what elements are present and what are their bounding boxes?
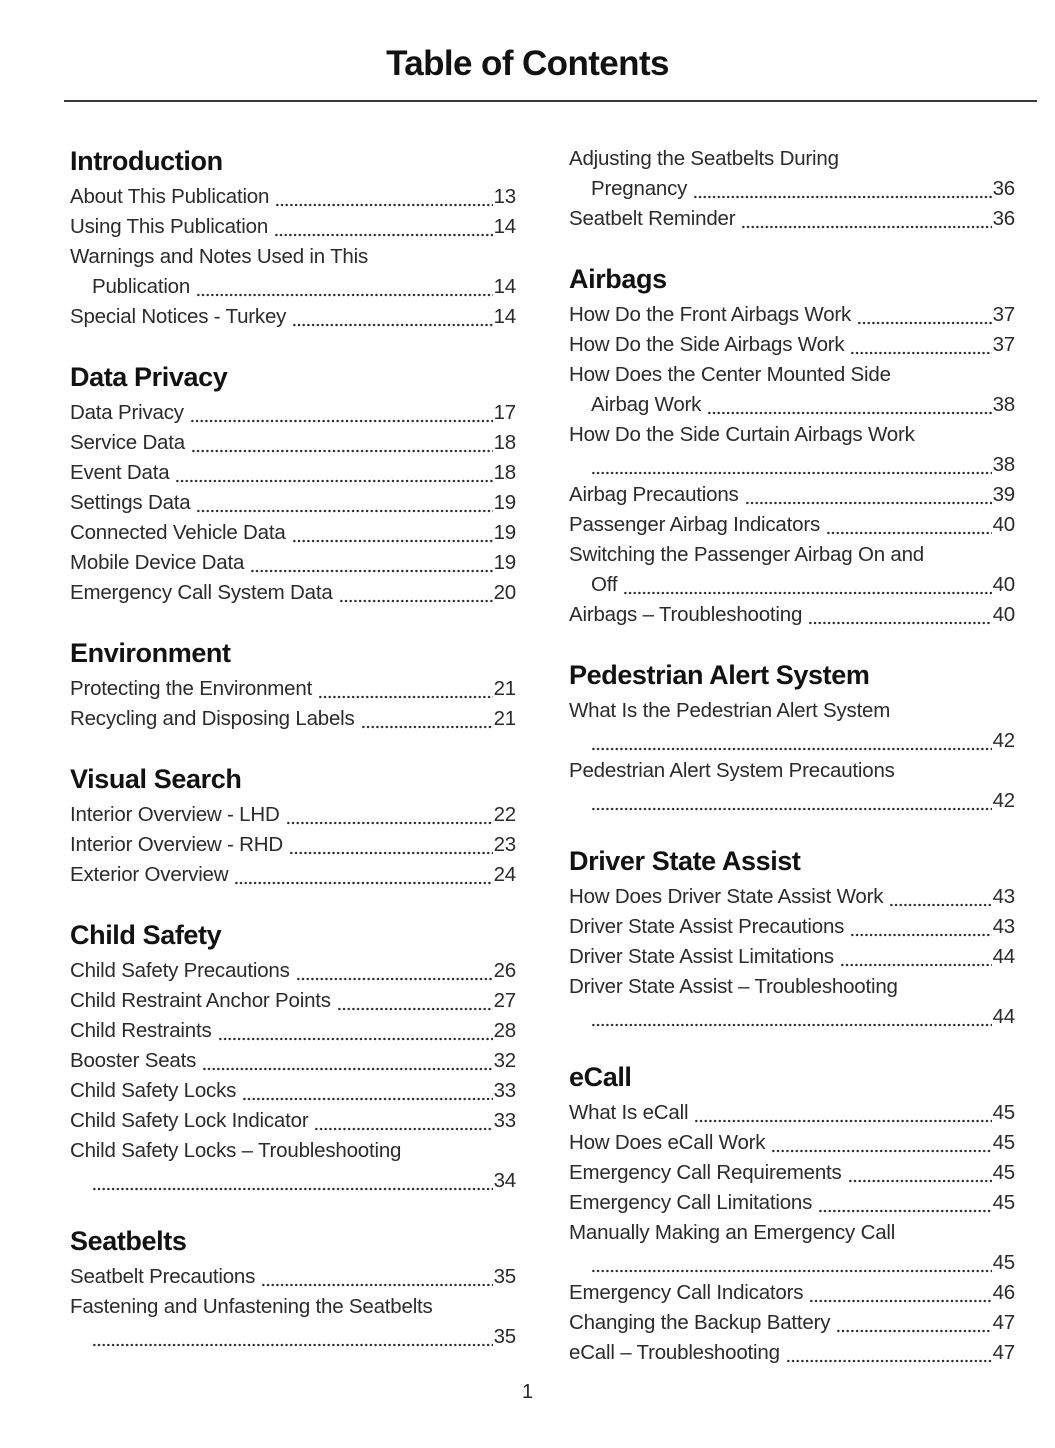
entry-page-number: 19 (493, 551, 516, 574)
dot-leader (274, 212, 493, 242)
section-heading: Child Safety (70, 920, 222, 950)
entry-title: Switching the Passenger Airbag On and (569, 543, 924, 566)
dot-leader (242, 1076, 492, 1106)
section-heading: Pedestrian Alert System (569, 660, 870, 690)
entry-page-number: 38 (992, 393, 1015, 416)
entry-page-number: 37 (992, 333, 1015, 356)
toc-section (70, 762, 516, 890)
toc-entry (569, 1128, 1015, 1158)
section-heading: Driver State Assist (569, 846, 801, 876)
entry-page-number: 27 (493, 989, 516, 1012)
toc-entry (569, 480, 1015, 510)
entry-page-number: 23 (493, 833, 516, 856)
toc-entry (569, 696, 1015, 756)
entry-page-number: 20 (493, 581, 516, 604)
dot-leader (191, 428, 493, 458)
entry-page-number: 17 (493, 401, 516, 424)
entry-title: Seatbelt Precautions (70, 1265, 256, 1288)
toc-entry (569, 942, 1015, 972)
toc-entry (70, 1262, 516, 1292)
toc-entry (569, 1158, 1015, 1188)
dot-leader (92, 1166, 493, 1196)
entry-title: About This Publication (70, 185, 270, 208)
entry-title: Protecting the Environment (70, 677, 313, 700)
dot-leader (591, 786, 992, 816)
toc-entry (70, 1106, 516, 1136)
toc-entry (70, 212, 516, 242)
entry-title: Child Safety Precautions (70, 959, 290, 982)
dot-leader (275, 182, 492, 212)
toc-entry (569, 1308, 1015, 1338)
entry-title: Airbag Precautions (569, 483, 739, 506)
toc-section (569, 1060, 1015, 1368)
toc-section (569, 144, 1015, 234)
entry-title: Special Notices - Turkey (70, 305, 287, 328)
dot-leader (808, 600, 991, 630)
entry-title: Driver State Assist Precautions (569, 915, 845, 938)
dot-leader (591, 450, 992, 480)
entry-page-number: 24 (493, 863, 516, 886)
toc-entry (70, 1292, 516, 1352)
entry-title: What Is the Pedestrian Alert System (569, 699, 891, 722)
toc-entry (70, 800, 516, 830)
toc-entry (70, 548, 516, 578)
entry-page-number: 39 (992, 483, 1015, 506)
dot-leader (92, 1322, 493, 1352)
entry-page-number: 43 (992, 915, 1015, 938)
page-number: 1 (521, 1381, 534, 1403)
toc-entry (70, 1136, 516, 1196)
entry-page-number: 44 (992, 945, 1015, 968)
section-heading: Environment (70, 638, 231, 668)
entry-page-number: 21 (493, 677, 516, 700)
toc-entry (70, 674, 516, 704)
entry-page-number: 43 (992, 885, 1015, 908)
entry-page-number: 45 (992, 1251, 1015, 1274)
entry-page-number: 14 (493, 275, 516, 298)
entry-page-number: 35 (493, 1265, 516, 1288)
entry-title: Fastening and Unfastening the Seatbelts (70, 1295, 433, 1318)
entry-title: eCall – Troubleshooting (569, 1341, 780, 1364)
title-divider (64, 100, 1037, 102)
entry-title: What Is eCall (569, 1101, 689, 1124)
dot-leader (286, 800, 493, 830)
dot-leader (591, 726, 992, 756)
toc-entry (569, 600, 1015, 630)
dot-leader (818, 1188, 991, 1218)
entry-page-number: 33 (493, 1109, 516, 1132)
entry-title: Passenger Airbag Indicators (569, 513, 821, 536)
section-heading: eCall (569, 1062, 632, 1092)
section-heading: Airbags (569, 264, 667, 294)
dot-leader (591, 1248, 992, 1278)
entry-title: Event Data (70, 461, 170, 484)
entry-title: Booster Seats (70, 1049, 197, 1072)
dot-leader (250, 548, 492, 578)
entry-page-number: 33 (493, 1079, 516, 1102)
dot-leader (289, 830, 493, 860)
toc-entry (70, 518, 516, 548)
toc-entry (569, 144, 1015, 204)
toc-entry (70, 578, 516, 608)
toc-column-right (569, 144, 1015, 1368)
dot-leader (623, 570, 991, 600)
dot-leader (202, 1046, 492, 1076)
entry-page-number: 45 (992, 1161, 1015, 1184)
dot-leader (694, 1098, 991, 1128)
toc-section (70, 1224, 516, 1352)
toc-entry (70, 242, 516, 302)
entry-title: Using This Publication (70, 215, 269, 238)
entry-title: Interior Overview - LHD (70, 803, 280, 826)
entry-page-number: 45 (992, 1191, 1015, 1214)
toc-section (70, 636, 516, 734)
toc-entry (70, 860, 516, 890)
entry-page-number: 44 (992, 1005, 1015, 1028)
toc-section (569, 844, 1015, 1032)
dot-leader (314, 1106, 492, 1136)
dot-leader (857, 300, 992, 330)
entry-title: Data Privacy (70, 401, 184, 424)
entry-page-number: 37 (992, 303, 1015, 326)
entry-page-number: 22 (493, 803, 516, 826)
entry-page-number: 18 (493, 461, 516, 484)
entry-title: Recycling and Disposing Labels (70, 707, 355, 730)
entry-page-number: 42 (992, 789, 1015, 812)
entry-title: Warnings and Notes Used in This (70, 245, 369, 268)
dot-leader (234, 860, 492, 890)
dot-leader (175, 458, 492, 488)
entry-title: Child Restraints (70, 1019, 212, 1042)
toc-entry (569, 1338, 1015, 1368)
toc-entry (70, 458, 516, 488)
dot-leader (741, 204, 991, 234)
dot-leader (361, 704, 493, 734)
toc-column-left (70, 144, 516, 1368)
dot-leader (850, 330, 991, 360)
dot-leader (196, 488, 492, 518)
toc-section (70, 144, 516, 332)
dot-leader (261, 1262, 492, 1292)
dot-leader (771, 1128, 991, 1158)
entry-page-number: 21 (493, 707, 516, 730)
dot-leader (693, 174, 991, 204)
entry-page-number: 14 (493, 305, 516, 328)
entry-title: Connected Vehicle Data (70, 521, 286, 544)
dot-leader (836, 1308, 991, 1338)
entry-page-number: 45 (992, 1131, 1015, 1154)
toc-entry (569, 204, 1015, 234)
section-heading: Introduction (70, 146, 223, 176)
entry-page-number: 46 (992, 1281, 1015, 1304)
dot-leader (850, 912, 991, 942)
entry-page-number: 35 (493, 1325, 516, 1348)
entry-title: Changing the Backup Battery (569, 1311, 831, 1334)
entry-title: Emergency Call Indicators (569, 1281, 804, 1304)
toc-entry (70, 956, 516, 986)
toc-entry (569, 756, 1015, 816)
toc-section (569, 262, 1015, 630)
toc-section (70, 360, 516, 608)
entry-page-number: 40 (992, 513, 1015, 536)
dot-leader (337, 986, 493, 1016)
entry-page-number: 32 (493, 1049, 516, 1072)
entry-page-number: 40 (992, 603, 1015, 626)
toc-entry (70, 428, 516, 458)
toc-entry (70, 182, 516, 212)
toc-entry (569, 972, 1015, 1032)
page-title: Table of Contents (386, 44, 669, 83)
entry-title-wrap: Publication (92, 275, 191, 298)
entry-title: Child Restraint Anchor Points (70, 989, 331, 1012)
dot-leader (296, 956, 493, 986)
toc-entry (569, 330, 1015, 360)
toc-entry (569, 420, 1015, 480)
dot-leader (292, 302, 492, 332)
dot-leader (786, 1338, 992, 1368)
toc-entry (70, 398, 516, 428)
toc-entry (569, 912, 1015, 942)
entry-title: Airbags – Troubleshooting (569, 603, 803, 626)
toc-entry (569, 510, 1015, 540)
toc-entry (569, 882, 1015, 912)
toc-entry (70, 704, 516, 734)
entry-page-number: 28 (493, 1019, 516, 1042)
dot-leader (218, 1016, 493, 1046)
toc-entry (569, 1098, 1015, 1128)
entry-title-wrap: Pregnancy (591, 177, 688, 200)
dot-leader (889, 882, 991, 912)
dot-leader (809, 1278, 991, 1308)
dot-leader (190, 398, 493, 428)
entry-title: Exterior Overview (70, 863, 229, 886)
dot-leader (848, 1158, 992, 1188)
entry-title: Driver State Assist Limitations (569, 945, 834, 968)
toc-entry (569, 540, 1015, 600)
entry-title: How Do the Side Curtain Airbags Work (569, 423, 915, 446)
entry-page-number: 36 (992, 207, 1015, 230)
entry-title: Child Safety Locks (70, 1079, 237, 1102)
entry-page-number: 18 (493, 431, 516, 454)
dot-leader (196, 272, 493, 302)
section-heading: Visual Search (70, 764, 242, 794)
entry-title: How Does Driver State Assist Work (569, 885, 884, 908)
entry-title: Seatbelt Reminder (569, 207, 736, 230)
toc-section (70, 918, 516, 1196)
entry-title: How Does eCall Work (569, 1131, 766, 1154)
dot-leader (339, 578, 493, 608)
dot-leader (292, 518, 493, 548)
entry-page-number: 45 (992, 1101, 1015, 1124)
dot-leader (826, 510, 992, 540)
toc-entry (70, 302, 516, 332)
entry-title: Child Safety Locks – Troubleshooting (70, 1139, 402, 1162)
toc-entry (569, 1278, 1015, 1308)
toc-entry (569, 1218, 1015, 1278)
entry-page-number: 47 (992, 1341, 1015, 1364)
entry-title: Service Data (70, 431, 185, 454)
entry-title: Child Safety Lock Indicator (70, 1109, 309, 1132)
entry-title: Driver State Assist – Troubleshooting (569, 975, 898, 998)
entry-page-number: 34 (493, 1169, 516, 1192)
entry-page-number: 42 (992, 729, 1015, 752)
dot-leader (707, 390, 991, 420)
toc-entry (70, 1016, 516, 1046)
toc-entry (70, 1076, 516, 1106)
section-heading: Seatbelts (70, 1226, 187, 1256)
entry-page-number: 40 (992, 573, 1015, 596)
entry-page-number: 36 (992, 177, 1015, 200)
toc-entry (569, 360, 1015, 420)
entry-page-number: 19 (493, 521, 516, 544)
entry-title: Emergency Call Limitations (569, 1191, 813, 1214)
entry-title: Mobile Device Data (70, 551, 245, 574)
entry-title-wrap: Off (591, 573, 618, 596)
entry-title: Emergency Call Requirements (569, 1161, 842, 1184)
dot-leader (840, 942, 992, 972)
toc-entry (569, 1188, 1015, 1218)
toc-columns (70, 144, 1015, 1368)
entry-page-number: 13 (493, 185, 516, 208)
entry-page-number: 26 (493, 959, 516, 982)
entry-title: Pedestrian Alert System Precautions (569, 759, 895, 782)
entry-title: Manually Making an Emergency Call (569, 1221, 896, 1244)
entry-title: Settings Data (70, 491, 191, 514)
section-heading: Data Privacy (70, 362, 228, 392)
toc-entry (70, 830, 516, 860)
entry-page-number: 47 (992, 1311, 1015, 1334)
entry-page-number: 19 (493, 491, 516, 514)
dot-leader (591, 1002, 992, 1032)
entry-title: Emergency Call System Data (70, 581, 333, 604)
entry-title: How Do the Side Airbags Work (569, 333, 845, 356)
entry-page-number: 38 (992, 453, 1015, 476)
entry-title-wrap: Airbag Work (591, 393, 702, 416)
toc-entry (70, 1046, 516, 1076)
toc-entry (569, 300, 1015, 330)
entry-title: How Do the Front Airbags Work (569, 303, 852, 326)
toc-entry (70, 986, 516, 1016)
dot-leader (318, 674, 493, 704)
entry-page-number: 14 (493, 215, 516, 238)
entry-title: Adjusting the Seatbelts During (569, 147, 839, 170)
dot-leader (745, 480, 992, 510)
toc-entry (70, 488, 516, 518)
entry-title: Interior Overview - RHD (70, 833, 283, 856)
entry-title: How Does the Center Mounted Side (569, 363, 891, 386)
toc-section (569, 658, 1015, 816)
